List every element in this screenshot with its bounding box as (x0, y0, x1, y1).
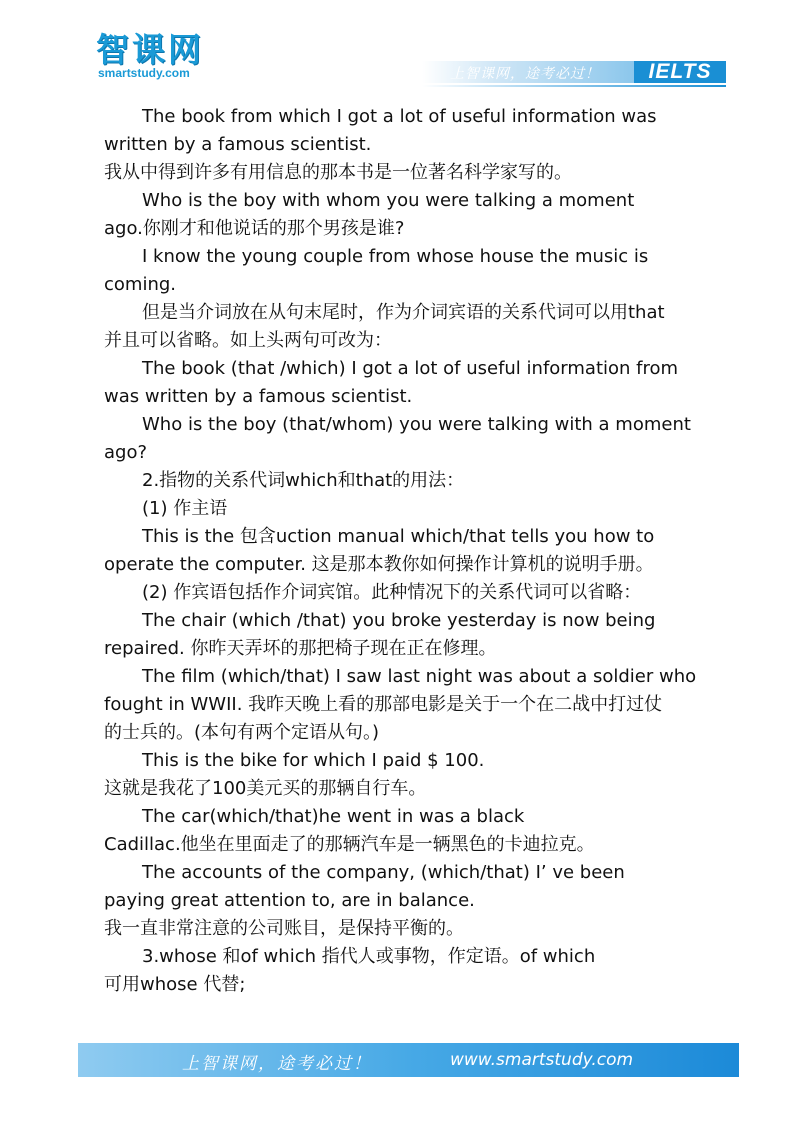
text-line: 但是当介词放在从句末尾时，作为介词宾语的关系代词可以用that (142, 302, 665, 323)
text-line: operate the computer. 这是那本教你如何操作计算机的说明手册。 (104, 554, 654, 575)
text-line: This is the bike for which I paid $ 100. (142, 750, 485, 771)
text-line: ago? (104, 442, 148, 463)
ielts-badge-label: IELTS (648, 60, 712, 83)
text-line: 我从中得到许多有用信息的那本书是一位著名科学家写的。 (104, 162, 572, 183)
footer-bar (78, 1043, 739, 1077)
text-line: 我一直非常注意的公司账目，是保持平衡的。 (104, 918, 464, 939)
text-line: The accounts of the company, (which/that) I’ ve been (142, 862, 625, 883)
text-line: 并且可以省略。如上头两句可改为： (104, 330, 392, 351)
text-line: The book from which I got a lot of useful information was (142, 106, 657, 127)
footer-url[interactable]: www.smartstudy.com (450, 1050, 634, 1070)
text-line: (2) 作宾语包括作介词宾馆。此种情况下的关系代词可以省略： (142, 582, 642, 603)
logo-title: 智课网 (96, 30, 204, 69)
text-line: 可用whose 代替; (104, 974, 246, 995)
text-line: Who is the boy (that/whom) you were talking with a moment (142, 414, 691, 435)
header-slogan: 上智课网，途考必过！ (450, 66, 600, 82)
logo (96, 30, 226, 86)
text-line: 这就是我花了100美元买的那辆自行车。 (104, 778, 427, 799)
text-line: (1) 作主语 (142, 498, 228, 519)
text-line: paying great attention to, are in balance. (104, 890, 475, 911)
text-line: The car(which/that)he went in was a black (142, 806, 525, 827)
header-divider (422, 85, 726, 87)
text-line: I know the young couple from whose house the music is (142, 246, 649, 267)
text-line: Cadillac.他坐在里面走了的那辆汽车是一辆黑色的卡迪拉克。 (104, 834, 595, 855)
text-line: The chair (which /that) you broke yesterday is now being (142, 610, 656, 631)
footer-slogan: 上智课网，途考必过！ (182, 1054, 372, 1074)
text-line: 的士兵的。(本句有两个定语从句。) (104, 722, 380, 743)
text-line: Who is the boy with whom you were talking a moment (142, 190, 635, 211)
logo-url: smartstudy.com (98, 66, 190, 80)
text-line: The book (that /which) I got a lot of useful information from (142, 358, 679, 379)
text-line: repaired. 你昨天弄坏的那把椅子现在正在修理。 (104, 638, 497, 659)
ielts-badge (634, 61, 726, 83)
text-line: The film (which/that) I saw last night was about a soldier who (142, 666, 697, 687)
text-line: 2.指物的关系代词which和that的用法： (142, 470, 465, 491)
text-line: 3.whose 和of which 指代人或事物，作定语。of which (142, 946, 596, 967)
text-line: fought in WWII. 我昨天晚上看的那部电影是关于一个在二战中打过仗 (104, 694, 663, 715)
text-line: ago.你刚才和他说话的那个男孩是谁? (104, 218, 405, 239)
text-line: written by a famous scientist. (104, 134, 372, 155)
text-line: was written by a famous scientist. (104, 386, 413, 407)
text-line: coming. (104, 274, 176, 295)
text-line: This is the 包含uction manual which/that tells you how to (142, 526, 655, 547)
document-body (104, 103, 696, 999)
